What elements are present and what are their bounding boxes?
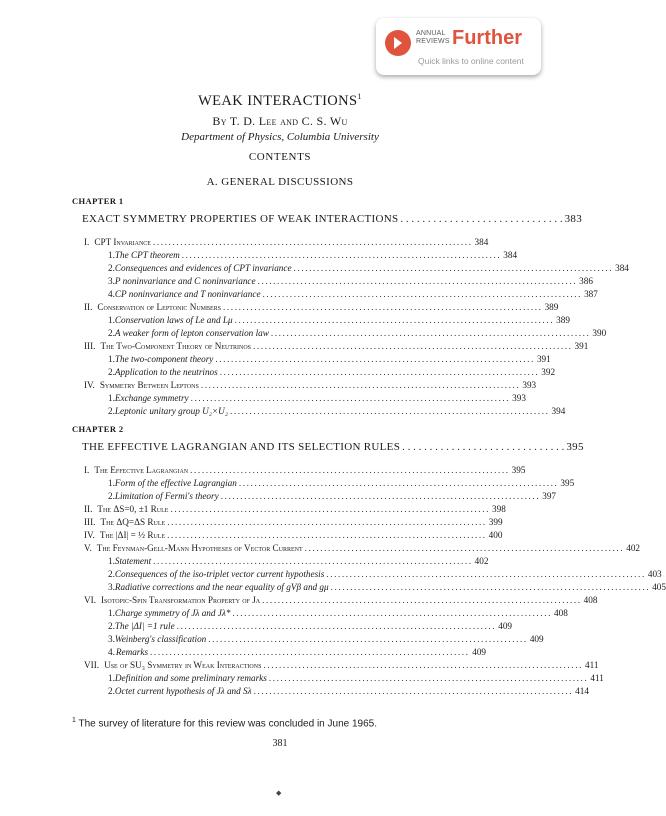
toc-item-number: 2. [108, 491, 115, 501]
chapter-title-row[interactable] [82, 441, 584, 456]
toc-item-label: Symmetry Between Leptons [99, 380, 199, 390]
toc-item-number: VI. [84, 595, 96, 605]
leader-dots: . . . . . . . . . . . . . . . . . . . . . . . . . . . . . . [400, 213, 563, 225]
toc-item-label: The Feynman-Gell-Mann Hypotheses of Vector Current [96, 543, 303, 553]
section-heading: A. GENERAL DISCUSSIONS [206, 176, 354, 188]
toc-subsection-row[interactable] [108, 353, 551, 366]
toc-subsection-row[interactable] [108, 327, 607, 340]
toc-section-row[interactable] [84, 464, 526, 477]
leader-dots: .................................................................................. [181, 250, 502, 260]
toc-item-page: 392 [541, 367, 556, 377]
toc-item-label: Application to the neutrinos [114, 367, 218, 377]
toc-item-label: Statement [114, 556, 152, 566]
toc-item-number: 4. [108, 647, 115, 657]
toc-item-page: 409 [498, 621, 512, 631]
toc-item-label: Conservation of Leptonic Numbers [97, 302, 222, 312]
toc-item-label: Form of the effective Lagrangian [114, 478, 237, 488]
leader-dots: .................................................................................. [326, 569, 646, 579]
leader-dots: . . . . . . . . . . . . . . . . . . . . . . . . . . . . . . [402, 441, 565, 453]
toc-item-page: 402 [474, 556, 489, 566]
toc-subsection-row[interactable] [108, 685, 589, 698]
toc-item-number: 1. [108, 393, 115, 403]
leader-dots: .................................................................................. [330, 582, 651, 592]
annual-reviews-logo-icon [385, 30, 411, 56]
toc-subsection-row[interactable] [108, 646, 486, 659]
toc-item-label: Conservation laws of Le and Lμ [114, 315, 233, 325]
toc-item-number: 1. [108, 556, 115, 566]
leader-dots: .................................................................................. [190, 465, 510, 475]
toc-item-number: V. [84, 543, 92, 553]
toc-item-number: 4. [108, 289, 115, 299]
toc-section-row[interactable] [84, 542, 640, 555]
toc-item-label: The CPT theorem [114, 250, 180, 260]
toc-subsection-row[interactable] [108, 490, 557, 503]
leader-dots: .................................................................................. [262, 595, 582, 605]
toc-item-page: 397 [542, 491, 557, 501]
toc-subsection-row[interactable] [108, 477, 575, 490]
banner-brand [416, 30, 450, 45]
toc-subsection-row[interactable] [108, 581, 666, 594]
chapter-title: EXACT SYMMETRY PROPERTIES OF WEAK INTERACTIONS [82, 213, 399, 225]
leader-dots: .................................................................................. [268, 673, 589, 683]
page-number: 381 [272, 738, 288, 749]
further-banner[interactable] [376, 18, 541, 75]
toc-item-label: Radiative corrections and the near equality of gVβ and gμ [114, 582, 329, 592]
footnote [72, 717, 377, 729]
toc-item-page: 384 [474, 237, 489, 247]
toc-item-number: III. [84, 341, 96, 351]
toc-item-number: 3. [108, 582, 115, 592]
toc-item-label: The ΔS=0, ±1 Rule [97, 504, 169, 514]
toc-section-row[interactable] [84, 516, 503, 529]
toc-item-label: The two-component theory [114, 354, 214, 364]
toc-item-label: Use of SU₃ Symmetry in Weak Interactions [104, 660, 262, 670]
leader-dots: .................................................................................. [167, 530, 487, 540]
toc-item-label: Isotopic-Spin Transformation Property of Jλ [101, 595, 261, 605]
toc-subsection-row[interactable] [108, 620, 512, 633]
toc-section-row[interactable] [84, 503, 506, 516]
toc-item-page: 400 [488, 530, 503, 540]
leader-dots: .................................................................................. [153, 556, 473, 566]
bottom-ornament-icon: ◆ [276, 789, 282, 797]
toc-item-number: 2. [108, 328, 115, 338]
toc-item-number: 2. [108, 367, 115, 377]
toc-subsection-row[interactable] [108, 262, 629, 275]
toc-item-label: Exchange symmetry [114, 393, 189, 403]
toc-item-number: IV. [84, 530, 95, 540]
toc-item-label: CPT Invariance [94, 237, 151, 247]
toc-section-row[interactable] [84, 340, 589, 353]
toc-item-page: 393 [522, 380, 537, 390]
toc-item-number: III. [84, 517, 96, 527]
toc-item-label: Charge symmetry of Jλ and Jλ* [114, 608, 231, 618]
toc-item-number: 2. [108, 406, 115, 416]
chapter-label: CHAPTER 1 [72, 196, 124, 206]
leader-dots: .................................................................................. [293, 263, 614, 273]
title-footnote-mark: 1 [357, 92, 362, 101]
toc-item-page: 398 [492, 504, 506, 514]
toc-item-page: 411 [590, 673, 604, 683]
toc-subsection-row[interactable] [108, 392, 526, 405]
leader-dots: .................................................................................. [270, 328, 591, 338]
toc-item-number: 2. [108, 569, 115, 579]
toc-section-row[interactable] [84, 379, 537, 392]
leader-dots: .................................................................................. [304, 543, 625, 553]
toc-item-label: The |ΔI| = ½ Rule [99, 530, 166, 540]
chapter-title-row[interactable] [82, 213, 583, 228]
toc-item-label: Weinberg's classification [114, 634, 207, 644]
leader-dots: .................................................................................. [219, 367, 540, 377]
toc-item-page: 387 [584, 289, 598, 299]
toc-item-page: 391 [536, 354, 551, 364]
toc-item-page: 384 [503, 250, 518, 260]
leader-dots: .................................................................................. [234, 315, 555, 325]
toc-item-page: 389 [556, 315, 570, 325]
toc-item-number: IV. [84, 380, 95, 390]
toc-item-label: Octet current hypothesis of Jλ and Sλ [114, 686, 252, 696]
toc-subsection-row[interactable] [108, 633, 544, 646]
toc-item-page: 405 [652, 582, 666, 592]
toc-section-row[interactable] [84, 236, 489, 249]
toc-subsection-row[interactable] [108, 555, 489, 568]
toc-item-label: Limitation of Fermi's theory [114, 491, 219, 501]
toc-item-number: 1. [108, 478, 115, 488]
toc-subsection-row[interactable] [108, 568, 662, 581]
toc-item-page: 402 [626, 543, 640, 553]
toc-item-label: Consequences of the iso-triplet vector current hypothesis [114, 569, 325, 579]
leader-dots: .................................................................................. [170, 504, 490, 514]
toc-item-page: 395 [511, 465, 526, 475]
toc-item-page: 414 [575, 686, 589, 696]
toc-item-number: I. [84, 465, 90, 475]
toc-item-page: 408 [554, 608, 568, 618]
toc-subsection-row[interactable] [108, 607, 568, 620]
toc-subsection-row[interactable] [108, 288, 598, 301]
leader-dots: .................................................................................. [253, 686, 574, 696]
toc-item-label: A weaker form of lepton conservation law [114, 328, 269, 338]
toc-item-label: The Effective Lagrangian [94, 465, 189, 475]
toc-item-number: II. [84, 302, 93, 312]
toc-item-number: 1. [108, 354, 115, 364]
leader-dots: .................................................................................. [232, 608, 552, 618]
toc-item-page: 411 [585, 660, 599, 670]
toc-item-label: The Two-Component Theory of Neutrinos [100, 341, 251, 351]
toc-item-page: 391 [574, 341, 589, 351]
leader-dots: .................................................................................. [190, 393, 511, 403]
toc-item-number: 3. [108, 634, 115, 644]
toc-item-number: I. [84, 237, 90, 247]
toc-item-page: 390 [592, 328, 607, 338]
leader-dots: .................................................................................. [257, 276, 578, 286]
author-department: Department of Physics, Columbia University [181, 131, 379, 143]
footnote-text: The survey of literature for this review was concluded in June 1965. [78, 718, 378, 730]
toc-subsection-row[interactable] [108, 672, 604, 685]
leader-dots: .................................................................................. [215, 354, 535, 364]
toc-item-page: 409 [529, 634, 544, 644]
toc-item-label: Consequences and evidences of CPT invariance [114, 263, 292, 273]
toc-section-row[interactable] [84, 301, 559, 314]
leader-dots: .................................................................................. [238, 478, 559, 488]
toc-item-number: 2. [108, 686, 115, 696]
toc-item-number: 3. [108, 276, 115, 286]
chapter-title: THE EFFECTIVE LAGRANGIAN AND ITS SELECTION RULES [82, 441, 401, 453]
toc-section-row[interactable] [84, 529, 503, 542]
leader-dots: .................................................................................. [220, 491, 541, 501]
toc-item-label: Remarks [115, 647, 149, 657]
leader-dots: .................................................................................. [262, 289, 583, 299]
toc-item-number: 1. [108, 315, 115, 325]
footnote-mark: 1 [72, 717, 76, 724]
toc-section-row[interactable] [84, 659, 599, 672]
toc-item-number: 1. [108, 250, 115, 260]
toc-subsection-row[interactable] [108, 275, 593, 288]
toc-item-page: 384 [615, 263, 629, 273]
toc-item-page: 395 [560, 478, 575, 488]
toc-item-label: The |ΔI| =1 rule [114, 621, 175, 631]
toc-item-page: 394 [551, 406, 566, 416]
toc-item-label: CP noninvariance and T noninvariance [114, 289, 261, 299]
toc-item-page: 386 [579, 276, 593, 286]
leader-dots: .................................................................................. [208, 634, 528, 644]
toc-item-page: 408 [583, 595, 598, 605]
toc-item-page: 409 [472, 647, 486, 657]
banner-further-label: Further [452, 27, 522, 49]
leader-dots: .................................................................................. [150, 647, 470, 657]
leader-dots: .................................................................................. [176, 621, 497, 631]
leader-dots: .................................................................................. [200, 380, 521, 390]
toc-item-label: Leptonic unitary group U₂×U₂ [114, 406, 228, 416]
leader-dots: .................................................................................. [223, 302, 543, 312]
leader-dots: .................................................................................. [229, 406, 550, 416]
leader-dots: .................................................................................. [167, 517, 487, 527]
toc-subsection-row[interactable] [108, 314, 570, 327]
toc-item-label: Definition and some preliminary remarks [114, 673, 267, 683]
toc-item-label: P noninvariance and C noninvariance [114, 276, 256, 286]
toc-section-row[interactable] [84, 594, 598, 607]
toc-item-number: VII. [84, 660, 100, 670]
article-title-text: WEAK INTERACTIONS [198, 92, 358, 109]
toc-item-number: 2. [108, 621, 115, 631]
article-title [0, 92, 560, 110]
toc-item-number: II. [84, 504, 93, 514]
leader-dots: .................................................................................. [263, 660, 583, 670]
toc-item-number: 1. [108, 673, 115, 683]
toc-item-page: 403 [647, 569, 662, 579]
contents-heading: CONTENTS [248, 151, 312, 163]
chapter-label: CHAPTER 2 [72, 424, 124, 434]
toc-item-page: 389 [544, 302, 559, 312]
toc-item-number: 1. [108, 608, 115, 618]
leader-dots: .................................................................................. [152, 237, 473, 247]
toc-item-number: 2. [108, 263, 115, 273]
chapter-page: 383 [564, 213, 583, 225]
toc-subsection-row[interactable] [108, 405, 566, 418]
article-authors: By T. D. Lee and C. S. Wu [212, 114, 348, 128]
toc-item-page: 393 [512, 393, 526, 403]
banner-brand-line2: REVIEWS [416, 37, 450, 45]
toc-subsection-row[interactable] [108, 366, 556, 379]
chapter-page: 395 [566, 441, 584, 453]
toc-subsection-row[interactable] [108, 249, 518, 262]
banner-brand-line1: ANNUAL [416, 30, 446, 37]
leader-dots: .................................................................................. [253, 341, 573, 351]
banner-subtitle: Quick links to online content [418, 56, 524, 66]
toc-item-page: 399 [488, 517, 503, 527]
toc-item-label: The ΔQ=ΔS Rule [100, 517, 166, 527]
